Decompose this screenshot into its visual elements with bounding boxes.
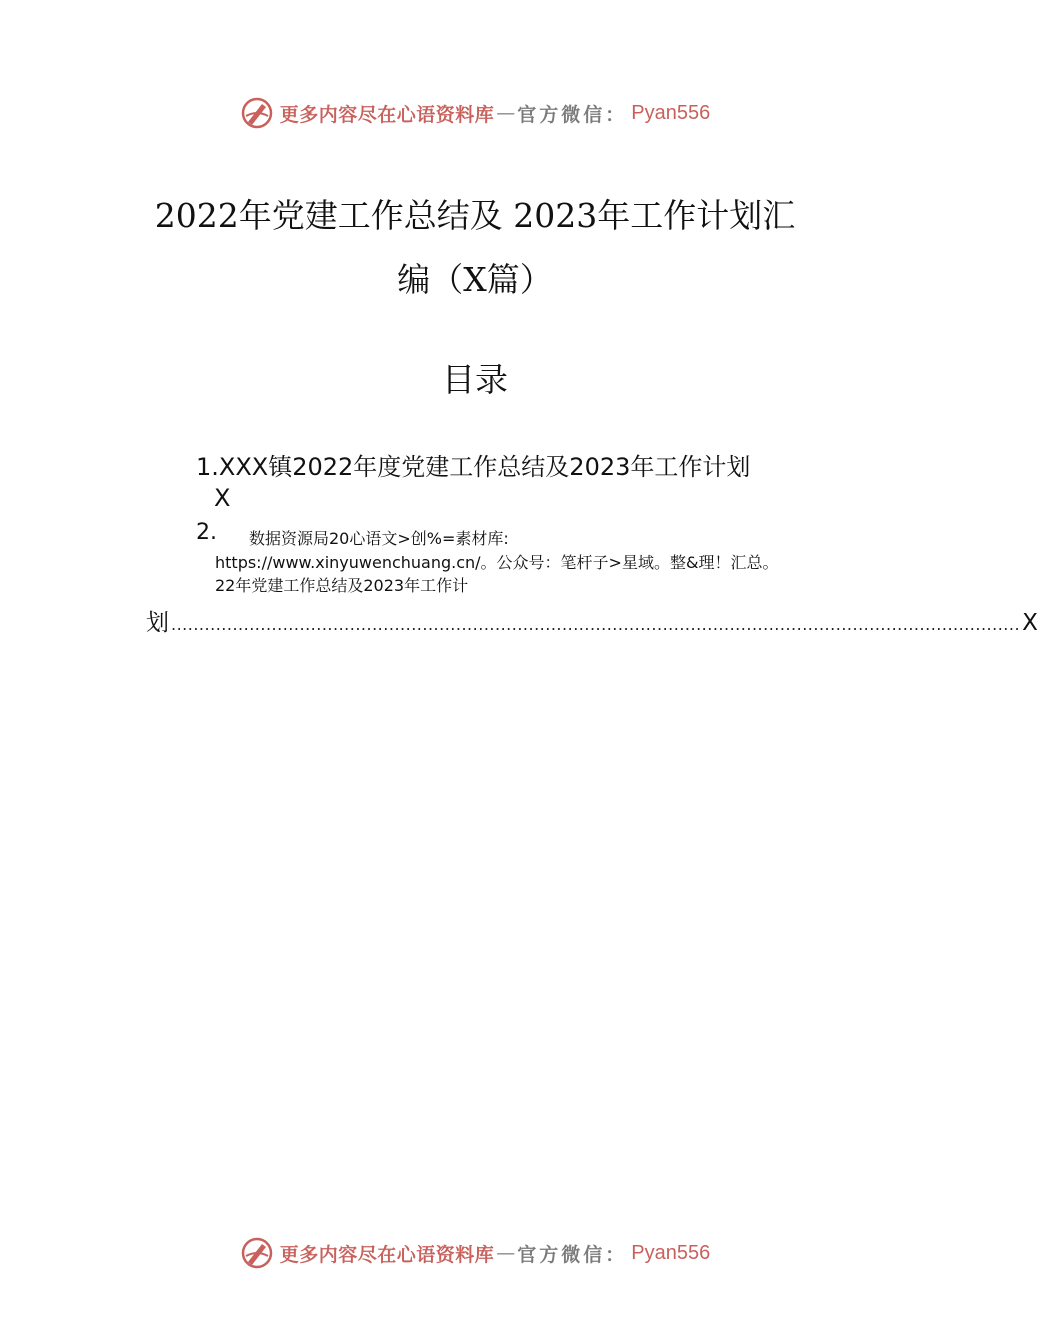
banner-wechat-label: 官方微信： <box>517 1243 628 1266</box>
toc-entry-2-line1: 数据资源局20心语文>创%=素材库: <box>249 529 509 548</box>
banner-dash: — <box>496 1242 516 1264</box>
banner-wechat-id: Pyan556 <box>631 1241 711 1264</box>
toc-entry-2-leader-row <box>146 604 1038 637</box>
banner-wechat-id: Pyan556 <box>631 101 711 124</box>
toc-entry-1-number: 1. <box>196 453 219 481</box>
toc-entry-2-number: 2. <box>196 520 217 545</box>
banner-wechat-label: 官方微信： <box>517 103 628 126</box>
toc-entry-2-line2: https://www.xinyuwenchuang.cn/。公众号：笔杆子>星域。整&理！汇总。 <box>215 553 779 572</box>
banner-promo-text: 更多内容尽在心语资料库 <box>279 103 495 126</box>
toc-entry-2-line3: 22年党建工作总结及2023年工作计 <box>215 576 469 595</box>
document-title-line1: 2022年党建工作总结及 2023年工作计划汇 <box>154 196 796 235</box>
banner-promo-text: 更多内容尽在心语资料库 <box>279 1243 495 1266</box>
banner-dash: — <box>496 102 516 124</box>
toc-entry-1[interactable] <box>196 452 836 514</box>
toc-heading: 目录 <box>442 360 508 399</box>
toc-dot-leader: ........................................................................................................................................................ <box>171 615 1021 634</box>
header-banner <box>0 96 950 130</box>
pen-seal-logo-icon <box>240 96 274 130</box>
pen-seal-logo-icon <box>240 1236 274 1270</box>
footer-banner <box>0 1236 950 1270</box>
document-title-line2: 编（X篇） <box>397 260 553 299</box>
toc-entry-2-page: X <box>1022 610 1038 636</box>
toc-entry-1-text: XXX镇2022年度党建工作总结及2023年工作计划 <box>218 453 751 481</box>
toc-entry-2-line4: 划 <box>146 610 169 636</box>
toc-entry-1-page: X <box>214 484 231 512</box>
